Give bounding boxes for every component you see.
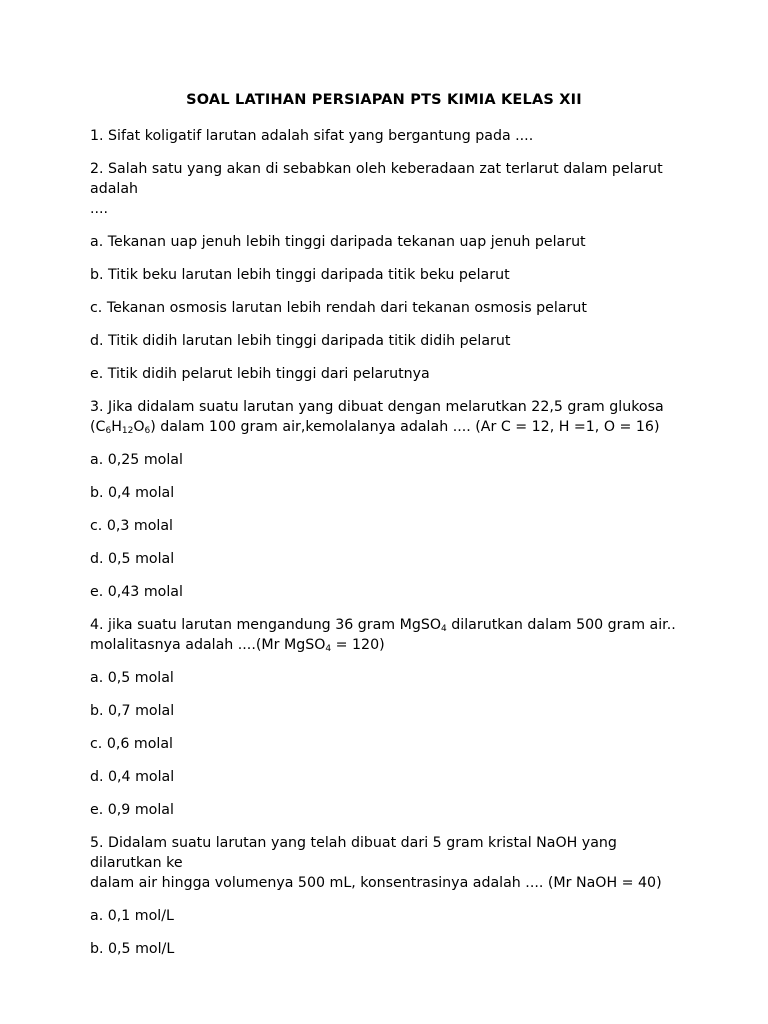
option-text: e. 0,9 molal	[90, 802, 174, 818]
question-3-text-line-2: ) dalam 100 gram air,kemolalanya adalah .... (Ar C = 12, H =1, O = 16)	[150, 419, 660, 435]
question-5-text-line-2: dalam air hingga volumenya 500 mL, konsentrasinya adalah .... (Mr NaOH = 40)	[90, 875, 662, 891]
document-title: SOAL LATIHAN PERSIAPAN PTS KIMIA KELAS XII	[186, 92, 582, 108]
question-3-option-d	[90, 549, 690, 569]
subscript: 4	[325, 644, 332, 654]
question-2-option-d	[90, 331, 690, 351]
question-2-text-line-2: ....	[90, 201, 109, 217]
question-4-option-b	[90, 701, 690, 721]
option-text: c. 0,6 molal	[90, 736, 173, 752]
question-5	[90, 833, 690, 893]
option-text: d. Titik didih larutan lebih tinggi daripada titik didih pelarut	[90, 333, 511, 349]
formula-o: O	[133, 419, 145, 435]
question-2-option-b	[90, 265, 690, 285]
question-4-text-line-1-end: dilarutkan dalam 500 gram air..	[446, 617, 676, 633]
option-text: a. 0,25 molal	[90, 452, 183, 468]
question-4-option-e	[90, 800, 690, 820]
question-3-option-c	[90, 516, 690, 536]
question-3-formula-open: (C	[90, 419, 106, 435]
subscript: 12	[121, 426, 134, 436]
question-3-option-e	[90, 582, 690, 602]
option-text: e. Titik didih pelarut lebih tinggi dari pelarutnya	[90, 366, 430, 382]
option-text: c. Tekanan osmosis larutan lebih rendah dari tekanan osmosis pelarut	[90, 300, 587, 316]
subscript: 4	[441, 624, 447, 634]
question-4-text-line-2-end: = 120)	[331, 637, 385, 653]
question-5-option-a	[90, 906, 690, 926]
question-3-option-a	[90, 450, 690, 470]
question-3-text-line-1: 3. Jika didalam suatu larutan yang dibuat dengan melarutkan 22,5 gram glukosa	[90, 399, 664, 415]
question-4-option-d	[90, 767, 690, 787]
question-2-option-e	[90, 364, 690, 384]
question-1-text: 1. Sifat koligatif larutan adalah sifat yang bergantung pada ....	[90, 128, 534, 144]
question-5-option-b	[90, 939, 690, 959]
question-4-option-c	[90, 734, 690, 754]
question-list	[90, 126, 690, 972]
subscript: 6	[144, 426, 151, 436]
option-text: b. Titik beku larutan lebih tinggi daripada titik beku pelarut	[90, 267, 510, 283]
option-text: d. 0,5 molal	[90, 551, 175, 567]
option-text: b. 0,4 molal	[90, 485, 175, 501]
question-2	[90, 159, 690, 219]
question-4	[90, 615, 690, 655]
option-text: a. 0,5 molal	[90, 670, 174, 686]
question-3	[90, 397, 690, 437]
question-5-text-line-1: 5. Didalam suatu larutan yang telah dibuat dari 5 gram kristal NaOH yang dilarutkan ke	[90, 835, 617, 871]
question-2-option-c	[90, 298, 690, 318]
question-3-option-b	[90, 483, 690, 503]
subscript: 6	[105, 426, 112, 436]
option-text: a. 0,1 mol/L	[90, 908, 174, 924]
option-text: c. 0,3 molal	[90, 518, 173, 534]
question-4-text-line-2: molalitasnya adalah ....(Mr MgSO	[90, 637, 326, 653]
option-text: e. 0,43 molal	[90, 584, 183, 600]
option-text: b. 0,5 mol/L	[90, 941, 175, 957]
option-text: a. Tekanan uap jenuh lebih tinggi daripada tekanan uap jenuh pelarut	[90, 234, 586, 250]
question-4-option-a	[90, 668, 690, 688]
question-4-text-line-1: 4. jika suatu larutan mengandung 36 gram MgSO	[90, 617, 442, 633]
question-2-text-line-1: 2. Salah satu yang akan di sebabkan oleh keberadaan zat terlarut dalam pelarut adalah	[90, 161, 663, 197]
option-text: b. 0,7 molal	[90, 703, 175, 719]
question-1	[90, 126, 690, 146]
option-text: d. 0,4 molal	[90, 769, 175, 785]
question-2-option-a	[90, 232, 690, 252]
formula-h: H	[111, 419, 122, 435]
